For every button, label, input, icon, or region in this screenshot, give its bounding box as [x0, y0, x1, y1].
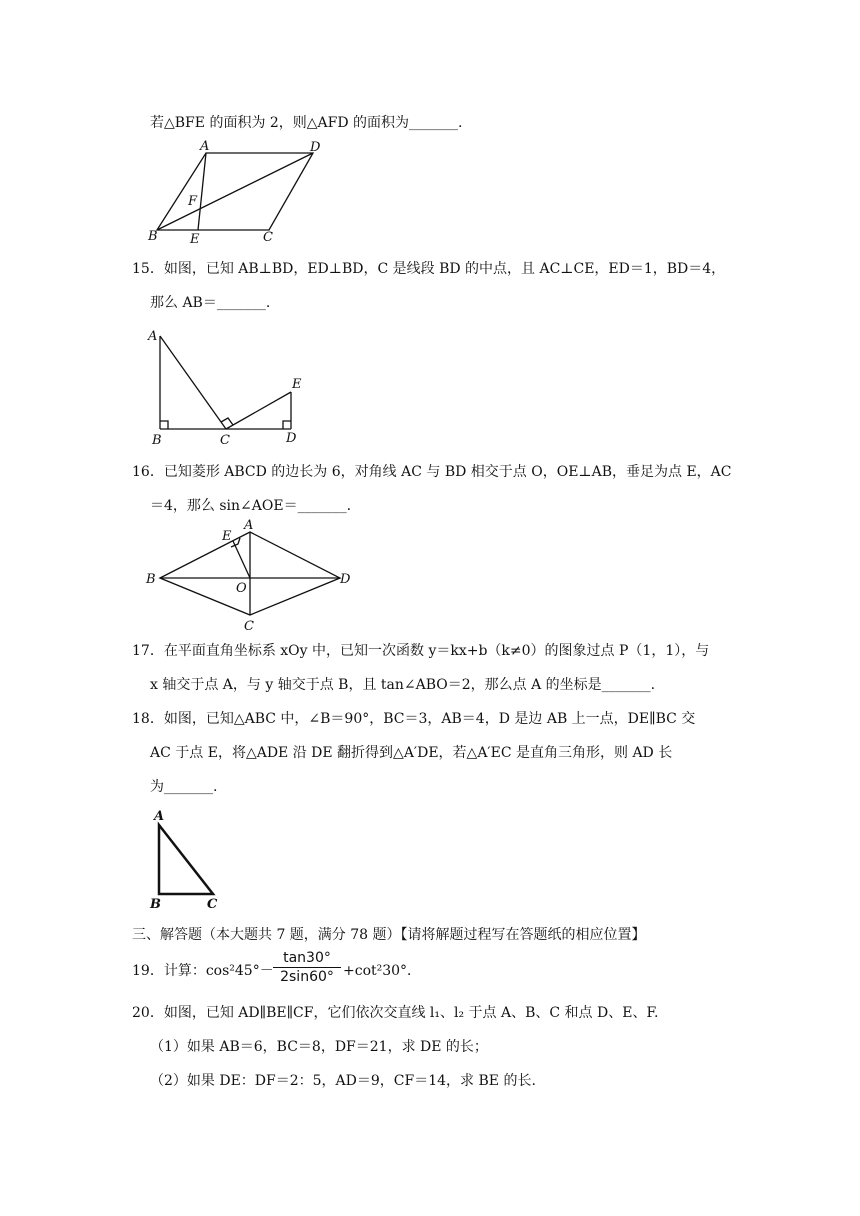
q14-parallelogram-svg	[140, 140, 340, 250]
q15-label-d: D	[286, 431, 297, 446]
q15-label-a: A	[148, 329, 158, 344]
q15-figure	[140, 322, 320, 447]
q14-label-f: F	[188, 194, 198, 209]
q15-label-c: C	[220, 433, 230, 448]
q14-text: 若△BFE 的面积为 2，则△AFD 的面积为_______.	[150, 115, 463, 131]
q18-text-line2: AC 于点 E，将△ADE 沿 DE 翻折得到△A′DE，若△A′EC 是直角三角形，则 AD 长	[150, 745, 673, 761]
q14-figure	[140, 140, 340, 250]
q16-label-o: O	[236, 581, 247, 596]
q16-label-c: C	[244, 619, 254, 634]
q14-label-e: E	[190, 232, 200, 247]
q18-text-line1: 18．如图，已知△ABC 中，∠B＝90°，BC＝3，AB＝4，D 是边 AB 上一点，DE∥BC 交	[132, 711, 696, 727]
q18-text-line3: 为_______.	[150, 779, 218, 795]
q20-part2: （2）如果 DE：DF＝2：5，AD＝9，CF＝14，求 BE 的长.	[150, 1073, 536, 1089]
q18-label-a: A	[154, 809, 165, 824]
q16-label-d: D	[340, 572, 351, 587]
q14-diagonal-bd	[157, 153, 313, 230]
q20-text-line1: 20．如图，已知 AD∥BE∥CF，它们依次交直线 l₁、l₂ 于点 A、B、C 和点 D、E、F.	[132, 1005, 659, 1021]
q19-prefix: 19．计算：cos²45°－	[132, 963, 274, 979]
q19-fraction	[273, 950, 341, 985]
q16-figure	[140, 520, 370, 635]
q14-label-c: C	[263, 230, 273, 245]
q14-label-d: D	[310, 140, 321, 155]
q16-label-e: E	[222, 529, 232, 544]
q19-numerator: tan30°	[283, 950, 331, 966]
q14-label-a: A	[200, 139, 210, 154]
q17-text-line1: 17．在平面直角坐标系 xOy 中，已知一次函数 y＝kx+b（k≠0）的图象过点 P（1，1），与	[132, 643, 710, 659]
q19-fraction-bar	[273, 967, 341, 968]
q15-text-line2: 那么 AB＝_______.	[150, 295, 271, 311]
q18-label-b: B	[150, 897, 161, 912]
q20-part1: （1）如果 AB＝6，BC＝8，DF＝21，求 DE 的长；	[150, 1039, 488, 1055]
q16-text-line1: 16．已知菱形 ABCD 的边长为 6，对角线 AC 与 BD 相交于点 O，OE⊥AB，垂足为点 E，AC	[132, 464, 732, 480]
q16-label-a: A	[244, 518, 254, 533]
q18-label-c: C	[207, 897, 218, 912]
q15-label-b: B	[152, 433, 162, 448]
q16-text-line2: ＝4，那么 sin∠AOE＝_______.	[150, 498, 352, 514]
q17-text-line2: x 轴交于点 A，与 y 轴交于点 B，且 tan∠ABO＝2，那么点 A 的坐标是_______.	[150, 677, 656, 693]
q19-denominator: 2sin60°	[280, 969, 334, 985]
q18-triangle-svg	[145, 808, 235, 913]
q18-figure	[145, 808, 235, 913]
q16-rhombus-svg	[140, 520, 370, 635]
section-three-heading: 三、解答题（本大题共 7 题，满分 78 题）【请将解题过程写在答题纸的相应位置】	[132, 927, 646, 943]
q14-label-b: B	[148, 229, 158, 244]
q15-text-line1: 15．如图，已知 AB⊥BD，ED⊥BD，C 是线段 BD 的中点，且 AC⊥CE，ED＝1，BD＝4，	[132, 261, 726, 277]
q15-right-angle-svg	[140, 322, 320, 447]
q15-label-e: E	[292, 377, 302, 392]
q19-suffix: +cot²30°．	[343, 963, 422, 979]
q16-label-b: B	[146, 572, 156, 587]
